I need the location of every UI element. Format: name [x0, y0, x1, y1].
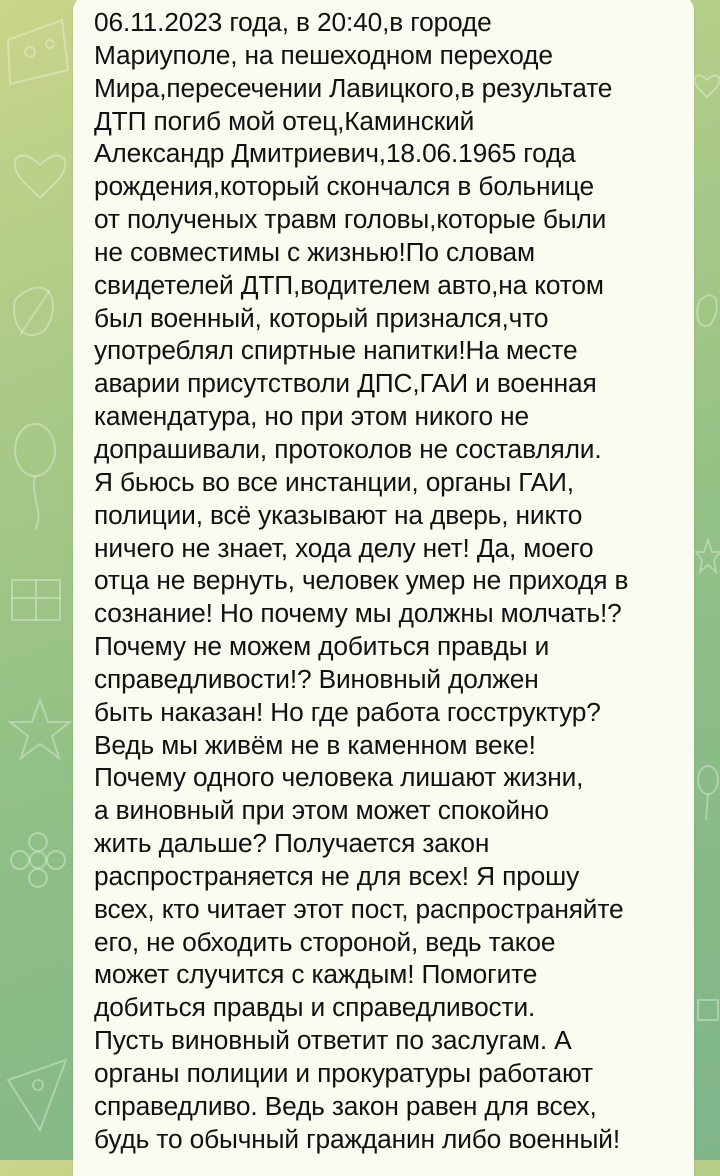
message-line: справедливо. Ведь закон равен для всех,	[94, 1090, 597, 1121]
message-line: отца не вернуть, человек умер не приходя в	[94, 565, 629, 596]
message-line: Почему одного человека лишают жизни,	[94, 762, 584, 793]
message-line: допрашивали, протоколов не составляли.	[94, 433, 602, 464]
message-text	[94, 6, 690, 1156]
message-line: быть наказан! Но где работа госструктур?	[94, 696, 601, 727]
message-line: Ведь мы живём не в каменном веке!	[94, 729, 536, 760]
message-line: распространяется не для всех! Я прошу	[94, 860, 580, 891]
message-line: всех, кто читает этот пост, распространяйте	[94, 893, 624, 924]
leaf-icon	[697, 295, 717, 326]
message-line: его, не обходить стороной, ведь такое	[94, 926, 556, 957]
message-line: может случится с каждым! Помогите	[94, 959, 538, 990]
message-line: аварии присутстволи ДПС,ГАИ и военная	[94, 368, 597, 399]
message-bubble[interactable]	[73, 0, 694, 1176]
message-line: Я бьюсь во все инстанции, органы ГАИ,	[94, 466, 574, 497]
message-line: справедливости!? Виновный должен	[94, 663, 539, 694]
message-line: будь то обычный гражданин либо военный!	[94, 1123, 620, 1154]
message-line: полиции, всё указывают на дверь, никто	[94, 499, 583, 530]
message-line: Мариуполе, на пешеходном переходе	[94, 39, 553, 70]
message-line: жить дальше? Получается закон	[94, 828, 490, 859]
gift-icon	[698, 1000, 718, 1020]
message-line: Мира,пересечении Лавицкого,в результате	[94, 72, 613, 103]
star-icon	[696, 540, 720, 572]
pizza-icon	[8, 1060, 66, 1130]
message-line: а виновный при этом может спокойно	[94, 795, 549, 826]
message-line: Почему не можем добиться правды и	[94, 631, 550, 662]
message-line: добиться правды и справедливости.	[94, 992, 536, 1023]
message-line: ДТП погиб мой отец,Каминский	[94, 105, 475, 136]
message-line: не совместимы с жизнью!По словам	[94, 236, 535, 267]
flower-icon	[11, 833, 65, 887]
cheese-icon	[8, 20, 68, 84]
balloon-icon	[15, 424, 55, 530]
heart-icon	[15, 156, 66, 198]
leaf-icon	[14, 288, 53, 336]
message-line: сознание! Но почему мы должны молчать!?	[94, 598, 622, 629]
star-icon	[10, 700, 70, 758]
gift-icon	[12, 580, 60, 620]
message-line: камендатура, но при этом никого не	[94, 401, 529, 432]
heart-icon	[695, 75, 720, 97]
message-line: был военный, который признался,что	[94, 302, 549, 333]
message-line: от полученых травм головы,которые были	[94, 204, 607, 235]
message-line: Пусть виновный ответит по заслугам. А	[94, 1025, 572, 1056]
message-line: 06.11.2023 года, в 20:40,в городе	[94, 7, 492, 37]
message-line: Александр Дмитриевич,18.06.1965 года	[94, 138, 576, 169]
balloon-icon	[698, 766, 718, 820]
message-line: свидетелей ДТП,водителем авто,на котом	[94, 269, 604, 300]
message-line: органы полиции и прокуратуры работают	[94, 1058, 593, 1088]
message-line: рождения,который скончался в больнице	[94, 171, 594, 202]
message-line: ничего не знает, хода делу нет! Да, моего	[94, 532, 594, 563]
message-line: употреблял спиртные напитки!На месте	[94, 335, 578, 366]
